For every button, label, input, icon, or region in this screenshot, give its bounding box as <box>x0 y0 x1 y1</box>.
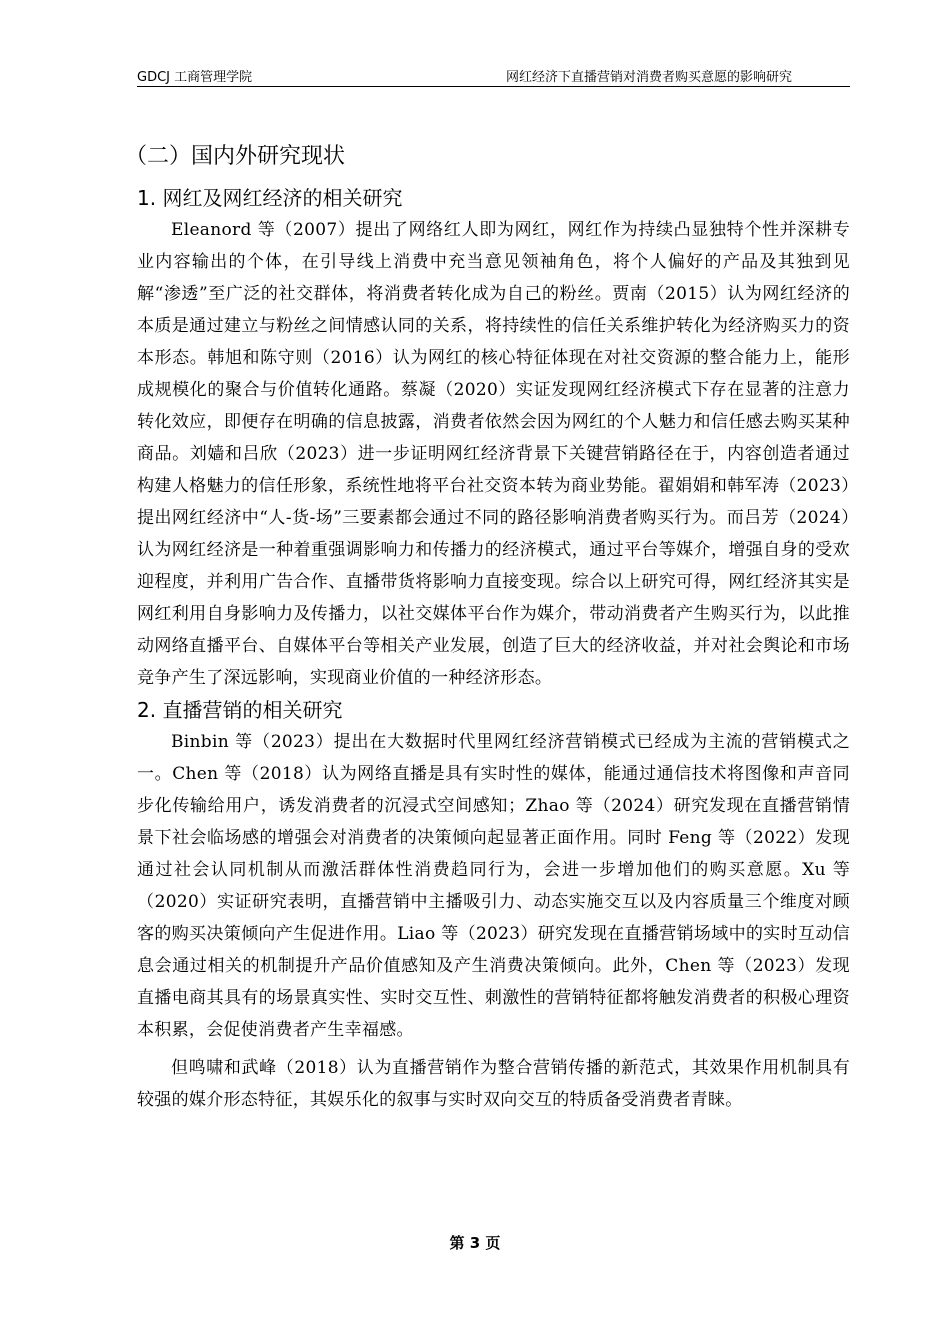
page-body <box>125 138 850 1116</box>
subsection-title-2: 2. 直播营销的相关研究 <box>137 698 343 722</box>
paragraph-2: Binbin 等（2023）提出在大数据时代里网红经济营销模式已经成为主流的营销模式之一。Chen 等（2018）认为网络直播是具有实时性的媒体，能通过通信技术将图像和声音同步化传输给用户，诱发消费者的沉浸式空间感知；Zhao 等（2024）研究发现在直播营销情景下社会临场感的增强会对消费者的决策倾向起显著正面作用。同时 Feng 等（2022）发现通过社会认同机制从而激活群体性消费趋同行为，会进一步增加他们的购买意愿。Xu 等（2020）实证研究表明，直播营销中主播吸引力、动态实施交互以及内容质量三个维度对顾客的购买决策倾向产生促进作用。Liao 等（2023）研究发现在直播营销场域中的实时互动信息会通过相关的机制提升产品价值感知及产生消费决策倾向。此外，Chen 等（2023）发现直播电商其具有的场景真实性、实时交互性、刺激性的营销特征都将触发消费者的积极心理资本积累，会促使消费者产生幸福感。 <box>137 732 850 1040</box>
section-title: （二）国内外研究现状 <box>125 144 346 169</box>
paragraph-1: Eleanord 等（2007）提出了网络红人即为网红，网红作为持续凸显独特个性并深耕专业内容输出的个体，在引导线上消费中充当意见领袖角色，将个人偏好的产品及其独到见解“渗透”至广泛的社交群体，将消费者转化成为自己的粉丝。贾南（2015）认为网红经济的本质是通过建立与粉丝之间情感认同的关系，将持续性的信任关系维护转化为经济购买力的资本形态。韩旭和陈守则（2016）认为网红的核心特征体现在对社交资源的整合能力上，能形成规模化的聚合与价值转化通路。蔡凝（2020）实证发现网红经济模式下存在显著的注意力转化效应，即便存在明确的信息披露，消费者依然会因为网红的个人魅力和信任感去购买某种商品。刘嫱和吕欣（2023）进一步证明网红经济背景下关键营销路径在于，内容创造者通过构建人格魅力的信任形象，系统性地将平台社交资本转为商业势能。翟娟娟和韩军涛（2023）提出网红经济中“人-货-场”三要素都会通过不同的路径影响消费者购买行为。而吕芳（2024）认为网红经济是一种着重强调影响力和传播力的经济模式，通过平台等媒介，增强自身的受欢迎程度，并利用广告合作、直播带货将影响力直接变现。综合以上研究可得，网红经济其实是网红利用自身影响力及传播力，以社交媒体平台作为媒介，带动消费者产生购买行为，以此推动网络直播平台、自媒体平台等相关产业发展，创造了巨大的经济收益，并对社会舆论和市场竞争产生了深远影响，实现商业价值的一种经济形态。 <box>137 220 850 688</box>
subsection-title-1: 1. 网红及网红经济的相关研究 <box>137 186 403 210</box>
header-institution: GDCJ 工商管理学院 <box>137 70 253 85</box>
paragraph-3: 但鸣啸和武峰（2018）认为直播营销作为整合营销传播的新范式，其效果作用机制具有较强的媒介形态特征，其娱乐化的叙事与实时双向交互的特质备受消费者青睐。 <box>137 1058 850 1110</box>
page-number: 第 3 页 <box>449 1234 501 1252</box>
page-header <box>137 66 850 87</box>
header-paper-title: 网红经济下直播营销对消费者购买意愿的影响研究 <box>505 70 792 85</box>
